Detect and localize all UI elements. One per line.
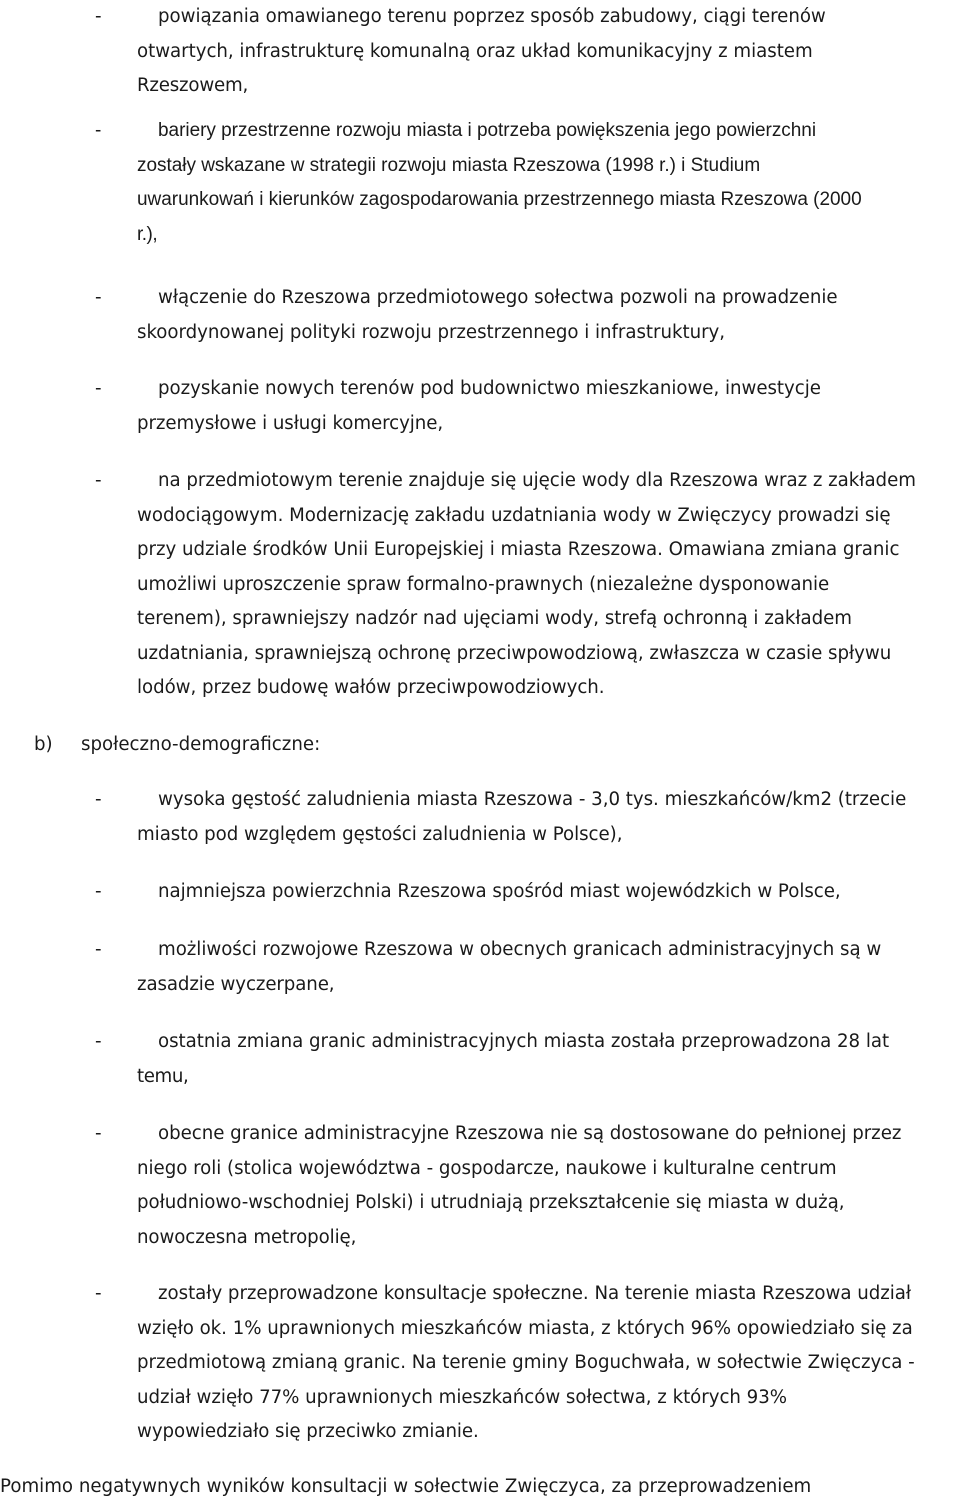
list-dash: -	[95, 6, 102, 27]
list-dash: -	[95, 1123, 102, 1144]
text-line: pozyskanie nowych terenów pod budownictwo mieszkaniowe, inwestycje	[158, 378, 821, 399]
list-dash: -	[95, 939, 102, 960]
text-line: wypowiedziało się przeciwko zmianie.	[137, 1421, 479, 1442]
text-line: Rzeszowem,	[137, 75, 249, 96]
text-line: terenem), sprawniejszy nadzór nad ujęciami wody, strefą ochronną i zakładem	[137, 608, 852, 629]
text-line: ostatnia zmiana granic administracyjnych miasta została przeprowadzona 28 lat	[158, 1031, 890, 1052]
text-line: na przedmiotowym terenie znajduje się ujęcie wody dla Rzeszowa wraz z zakładem	[158, 470, 916, 491]
text-line: lodów, przez budowę wałów przeciwpowodziowych.	[137, 677, 605, 698]
list-item-text	[137, 875, 960, 910]
text-line: możliwości rozwojowe Rzeszowa w obecnych granicach administracyjnych są w	[158, 939, 882, 960]
list-item-text	[137, 1025, 960, 1094]
list-dash: -	[95, 470, 102, 491]
section-title: społeczno-demograficzne:	[81, 734, 321, 755]
text-line: skoordynowanej polityki rozwoju przestrzennego i infrastruktury,	[137, 321, 726, 343]
text-line: zasadzie wyczerpane,	[137, 973, 335, 995]
list-item-text	[137, 464, 960, 706]
list-dash: -	[95, 378, 102, 399]
text-line: r.),	[137, 223, 158, 245]
list-dash: -	[95, 1031, 102, 1052]
text-line: najmniejsza powierzchnia Rzeszowa spośród miast wojewódzkich w Polsce,	[158, 881, 841, 902]
text-line: umożliwi uproszczenie spraw formalno-prawnych (niezależne dysponowanie	[137, 573, 830, 595]
text-line: przy udziale środków Unii Europejskiej i miasta Rzeszowa. Omawiana zmiana granic	[137, 539, 900, 560]
text-line: otwartych, infrastrukturę komunalną oraz układ komunikacyjny z miastem	[137, 40, 813, 62]
section-marker: b)	[34, 734, 53, 755]
list-item-text	[137, 783, 960, 852]
text-line: niego roli (stolica województwa - gospodarcze, naukowe i kulturalne centrum	[137, 1157, 837, 1179]
text-line: uwarunkowań i kierunków zagospodarowania przestrzennego miasta Rzeszowa (2000	[137, 189, 862, 210]
list-dash: -	[95, 287, 102, 308]
text-line: uzdatniania, sprawniejszą ochronę przeciwpowodziową, zwłaszcza w czasie spływu	[137, 642, 892, 664]
body-paragraph: Pomimo negatywnych wyników konsultacji w sołectwie Zwięczyca, za przeprowadzeniem	[0, 1476, 812, 1497]
text-line: nowoczesna metropolię,	[137, 1226, 357, 1248]
list-dash: -	[95, 881, 102, 902]
list-item-text	[137, 372, 960, 441]
list-item-text	[137, 1277, 960, 1450]
text-line: udział wzięło 77% uprawnionych mieszkańców sołectwa, z których 93%	[137, 1386, 788, 1408]
text-line: wzięło ok. 1% uprawnionych mieszkańców miasta, z których 96% opowiedziało się za	[137, 1317, 913, 1339]
list-dash: -	[95, 120, 102, 141]
text-line: włączenie do Rzeszowa przedmiotowego sołectwa pozwoli na prowadzenie	[158, 287, 838, 308]
text-line: powiązania omawianego terenu poprzez sposób zabudowy, ciągi terenów	[158, 6, 826, 27]
text-line: obecne granice administracyjne Rzeszowa nie są dostosowane do pełnionej przez	[158, 1123, 902, 1144]
list-item-text	[137, 0, 960, 104]
text-line: zostały wskazane w strategii rozwoju miasta Rzeszowa (1998 r.) i Studium	[137, 154, 761, 176]
list-item-text	[137, 933, 960, 1002]
text-line: bariery przestrzenne rozwoju miasta i potrzeba powiększenia jego powierzchni	[158, 120, 817, 141]
list-item-text	[137, 281, 960, 350]
list-item-text	[137, 1117, 960, 1255]
text-line: wodociągowym. Modernizację zakładu uzdatniania wody w Zwięczycy prowadzi się	[137, 504, 891, 526]
list-dash: -	[95, 789, 102, 810]
text-line: przedmiotową zmianą granic. Na terenie gminy Boguchwała, w sołectwie Zwięczyca -	[137, 1352, 915, 1373]
text-line: miasto pod względem gęstości zaludnienia w Polsce),	[137, 823, 623, 845]
list-dash: -	[95, 1283, 102, 1304]
list-item-text	[137, 114, 960, 252]
text-line: wysoka gęstość zaludnienia miasta Rzeszowa - 3,0 tys. mieszkańców/km2 (trzecie	[158, 789, 907, 810]
text-line: temu,	[137, 1065, 189, 1087]
text-line: południowo-wschodniej Polski) i utrudniają przekształcenie się miasta w dużą,	[137, 1192, 845, 1213]
text-line: przemysłowe i usługi komercyjne,	[137, 412, 444, 434]
text-line: zostały przeprowadzone konsultacje społeczne. Na terenie miasta Rzeszowa udział	[158, 1283, 912, 1304]
